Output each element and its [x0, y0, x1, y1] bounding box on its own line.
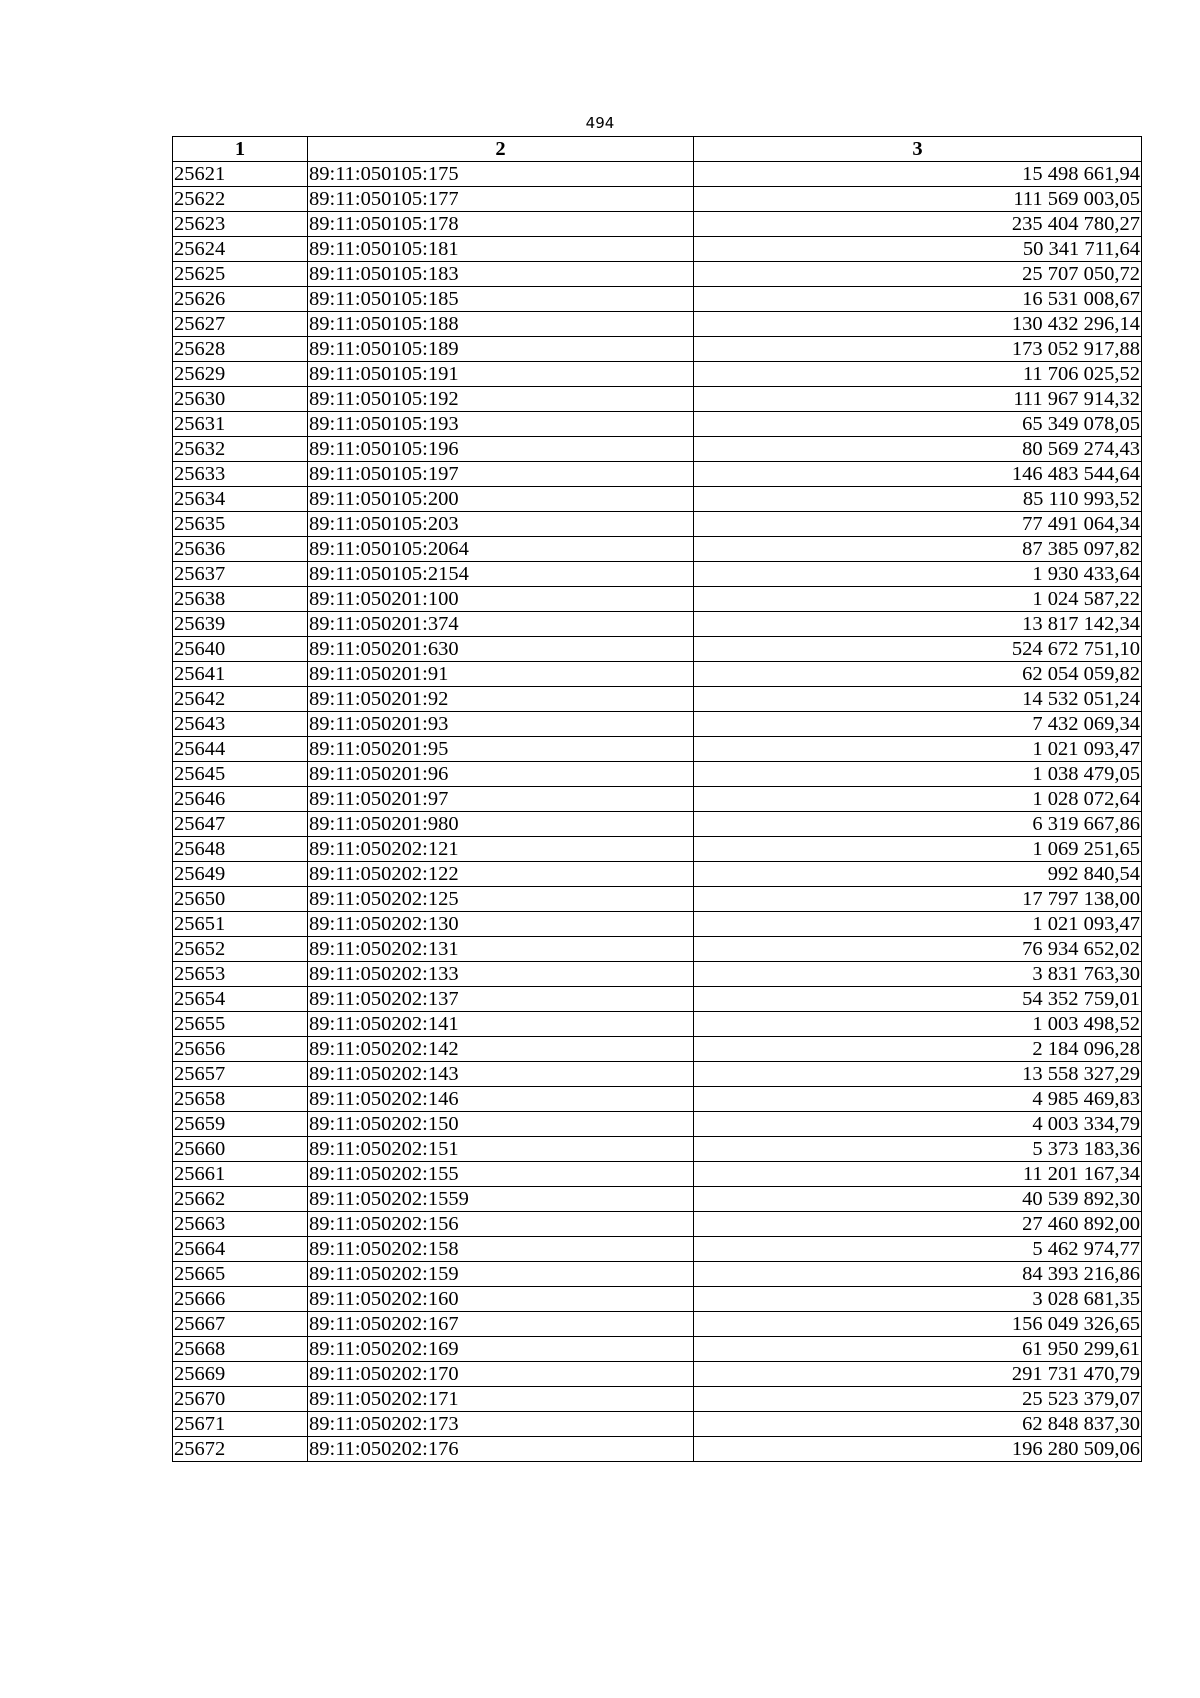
cadastral-value: 1 930 433,64 [694, 562, 1142, 587]
table-row [173, 562, 1142, 587]
cadastral-value: 111 967 914,32 [694, 387, 1142, 412]
row-number: 25624 [173, 237, 308, 262]
cadastral-number: 89:11:050201:92 [308, 687, 694, 712]
table-row [173, 262, 1142, 287]
row-number: 25663 [173, 1212, 308, 1237]
cadastral-value: 3 831 763,30 [694, 962, 1142, 987]
cadastral-number: 89:11:050105:203 [308, 512, 694, 537]
table-row [173, 787, 1142, 812]
cadastral-number: 89:11:050202:125 [308, 887, 694, 912]
cadastral-value: 50 341 711,64 [694, 237, 1142, 262]
cadastral-value: 7 432 069,34 [694, 712, 1142, 737]
row-number: 25630 [173, 387, 308, 412]
cadastral-value: 62 848 837,30 [694, 1412, 1142, 1437]
table-row [173, 762, 1142, 787]
cadastral-value: 16 531 008,67 [694, 287, 1142, 312]
cadastral-value: 87 385 097,82 [694, 537, 1142, 562]
table-row [173, 837, 1142, 862]
row-number: 25638 [173, 587, 308, 612]
row-number: 25652 [173, 937, 308, 962]
row-number: 25625 [173, 262, 308, 287]
cadastral-value: 146 483 544,64 [694, 462, 1142, 487]
row-number: 25651 [173, 912, 308, 937]
cadastral-number: 89:11:050202:1559 [308, 1187, 694, 1212]
cadastral-number: 89:11:050202:171 [308, 1387, 694, 1412]
cadastral-value: 54 352 759,01 [694, 987, 1142, 1012]
row-number: 25639 [173, 612, 308, 637]
cadastral-number: 89:11:050105:183 [308, 262, 694, 287]
table-row [173, 1212, 1142, 1237]
column-header-2: 2 [308, 137, 694, 162]
cadastral-value: 2 184 096,28 [694, 1037, 1142, 1062]
cadastral-number: 89:11:050105:197 [308, 462, 694, 487]
cadastral-value: 196 280 509,06 [694, 1437, 1142, 1462]
cadastral-number: 89:11:050202:133 [308, 962, 694, 987]
cadastral-value: 27 460 892,00 [694, 1212, 1142, 1237]
row-number: 25655 [173, 1012, 308, 1037]
row-number: 25626 [173, 287, 308, 312]
table-row [173, 187, 1142, 212]
row-number: 25653 [173, 962, 308, 987]
table-row [173, 362, 1142, 387]
cadastral-number: 89:11:050202:121 [308, 837, 694, 862]
row-number: 25654 [173, 987, 308, 1012]
cadastral-value: 156 049 326,65 [694, 1312, 1142, 1337]
row-number: 25645 [173, 762, 308, 787]
table-row [173, 387, 1142, 412]
cadastral-value: 992 840,54 [694, 862, 1142, 887]
page-number: 494 [585, 114, 615, 132]
table-row [173, 537, 1142, 562]
cadastral-number: 89:11:050201:97 [308, 787, 694, 812]
table-row [173, 1237, 1142, 1262]
cadastral-number: 89:11:050105:193 [308, 412, 694, 437]
cadastral-value: 1 038 479,05 [694, 762, 1142, 787]
row-number: 25657 [173, 1062, 308, 1087]
row-number: 25642 [173, 687, 308, 712]
cadastral-number: 89:11:050105:2154 [308, 562, 694, 587]
row-number: 25670 [173, 1387, 308, 1412]
cadastral-number: 89:11:050202:167 [308, 1312, 694, 1337]
table-row [173, 287, 1142, 312]
cadastral-value: 11 201 167,34 [694, 1162, 1142, 1187]
table-row [173, 687, 1142, 712]
row-number: 25650 [173, 887, 308, 912]
row-number: 25665 [173, 1262, 308, 1287]
row-number: 25647 [173, 812, 308, 837]
table-row [173, 1287, 1142, 1312]
cadastral-value: 3 028 681,35 [694, 1287, 1142, 1312]
table-row [173, 237, 1142, 262]
table-row [173, 737, 1142, 762]
cadastral-number: 89:11:050202:158 [308, 1237, 694, 1262]
row-number: 25636 [173, 537, 308, 562]
cadastral-value: 1 021 093,47 [694, 912, 1142, 937]
row-number: 25659 [173, 1112, 308, 1137]
table-row [173, 1312, 1142, 1337]
cadastral-value: 173 052 917,88 [694, 337, 1142, 362]
table-row [173, 212, 1142, 237]
cadastral-value: 291 731 470,79 [694, 1362, 1142, 1387]
table-row [173, 962, 1142, 987]
row-number: 25664 [173, 1237, 308, 1262]
cadastral-number: 89:11:050202:137 [308, 987, 694, 1012]
row-number: 25649 [173, 862, 308, 887]
cadastral-value: 1 069 251,65 [694, 837, 1142, 862]
row-number: 25627 [173, 312, 308, 337]
cadastral-number: 89:11:050105:196 [308, 437, 694, 462]
cadastral-number: 89:11:050202:170 [308, 1362, 694, 1387]
table-row [173, 1012, 1142, 1037]
row-number: 25643 [173, 712, 308, 737]
cadastral-value: 524 672 751,10 [694, 637, 1142, 662]
table-row [173, 412, 1142, 437]
row-number: 25634 [173, 487, 308, 512]
row-number: 25662 [173, 1187, 308, 1212]
cadastral-number: 89:11:050201:95 [308, 737, 694, 762]
cadastral-number: 89:11:050202:131 [308, 937, 694, 962]
cadastral-number: 89:11:050105:191 [308, 362, 694, 387]
cadastral-number: 89:11:050201:374 [308, 612, 694, 637]
table-row [173, 637, 1142, 662]
cadastral-value: 5 462 974,77 [694, 1237, 1142, 1262]
cadastral-value: 4 985 469,83 [694, 1087, 1142, 1112]
data-table [172, 136, 1142, 1462]
cadastral-number: 89:11:050105:200 [308, 487, 694, 512]
cadastral-number: 89:11:050202:155 [308, 1162, 694, 1187]
row-number: 25669 [173, 1362, 308, 1387]
cadastral-number: 89:11:050105:185 [308, 287, 694, 312]
table-row [173, 1412, 1142, 1437]
cadastral-number: 89:11:050201:91 [308, 662, 694, 687]
row-number: 25629 [173, 362, 308, 387]
cadastral-number: 89:11:050202:130 [308, 912, 694, 937]
cadastral-value: 25 523 379,07 [694, 1387, 1142, 1412]
table-row [173, 1187, 1142, 1212]
row-number: 25672 [173, 1437, 308, 1462]
cadastral-number: 89:11:050105:188 [308, 312, 694, 337]
cadastral-number: 89:11:050202:173 [308, 1412, 694, 1437]
table-row [173, 1137, 1142, 1162]
table-row [173, 1362, 1142, 1387]
cadastral-value: 130 432 296,14 [694, 312, 1142, 337]
cadastral-number: 89:11:050105:189 [308, 337, 694, 362]
table-row [173, 1037, 1142, 1062]
table-row [173, 1112, 1142, 1137]
cadastral-value: 61 950 299,61 [694, 1337, 1142, 1362]
row-number: 25632 [173, 437, 308, 462]
cadastral-number: 89:11:050202:142 [308, 1037, 694, 1062]
row-number: 25661 [173, 1162, 308, 1187]
table-row [173, 312, 1142, 337]
row-number: 25623 [173, 212, 308, 237]
table-row [173, 337, 1142, 362]
cadastral-value: 6 319 667,86 [694, 812, 1142, 837]
cadastral-value: 1 024 587,22 [694, 587, 1142, 612]
cadastral-number: 89:11:050201:980 [308, 812, 694, 837]
table-row [173, 462, 1142, 487]
row-number: 25656 [173, 1037, 308, 1062]
cadastral-number: 89:11:050105:178 [308, 212, 694, 237]
table-row [173, 487, 1142, 512]
table-row [173, 1087, 1142, 1112]
cadastral-value: 5 373 183,36 [694, 1137, 1142, 1162]
table-row [173, 1387, 1142, 1412]
cadastral-value: 40 539 892,30 [694, 1187, 1142, 1212]
row-number: 25621 [173, 162, 308, 187]
cadastral-number: 89:11:050201:96 [308, 762, 694, 787]
table-header-row [173, 137, 1142, 162]
cadastral-value: 13 558 327,29 [694, 1062, 1142, 1087]
table-row [173, 1437, 1142, 1462]
table-row [173, 712, 1142, 737]
cadastral-value: 15 498 661,94 [694, 162, 1142, 187]
table-row [173, 987, 1142, 1012]
table-row [173, 1062, 1142, 1087]
table-row [173, 937, 1142, 962]
column-header-1: 1 [173, 137, 308, 162]
cadastral-number: 89:11:050202:146 [308, 1087, 694, 1112]
table-row [173, 1162, 1142, 1187]
cadastral-value: 14 532 051,24 [694, 687, 1142, 712]
cadastral-number: 89:11:050105:2064 [308, 537, 694, 562]
cadastral-number: 89:11:050105:177 [308, 187, 694, 212]
table-row [173, 1337, 1142, 1362]
cadastral-number: 89:11:050202:169 [308, 1337, 694, 1362]
row-number: 25622 [173, 187, 308, 212]
row-number: 25648 [173, 837, 308, 862]
row-number: 25628 [173, 337, 308, 362]
table-row [173, 887, 1142, 912]
row-number: 25644 [173, 737, 308, 762]
cadastral-value: 62 054 059,82 [694, 662, 1142, 687]
cadastral-number: 89:11:050202:160 [308, 1287, 694, 1312]
row-number: 25658 [173, 1087, 308, 1112]
table-row [173, 812, 1142, 837]
cadastral-number: 89:11:050105:181 [308, 237, 694, 262]
cadastral-number: 89:11:050201:630 [308, 637, 694, 662]
table-row [173, 612, 1142, 637]
row-number: 25635 [173, 512, 308, 537]
cadastral-number: 89:11:050202:141 [308, 1012, 694, 1037]
row-number: 25631 [173, 412, 308, 437]
cadastral-value: 25 707 050,72 [694, 262, 1142, 287]
table-row [173, 162, 1142, 187]
table-row [173, 587, 1142, 612]
cadastral-value: 235 404 780,27 [694, 212, 1142, 237]
cadastral-number: 89:11:050201:93 [308, 712, 694, 737]
cadastral-number: 89:11:050202:156 [308, 1212, 694, 1237]
row-number: 25660 [173, 1137, 308, 1162]
cadastral-number: 89:11:050202:143 [308, 1062, 694, 1087]
cadastral-number: 89:11:050202:151 [308, 1137, 694, 1162]
cadastral-value: 65 349 078,05 [694, 412, 1142, 437]
row-number: 25666 [173, 1287, 308, 1312]
row-number: 25667 [173, 1312, 308, 1337]
cadastral-value: 111 569 003,05 [694, 187, 1142, 212]
row-number: 25641 [173, 662, 308, 687]
cadastral-value: 77 491 064,34 [694, 512, 1142, 537]
row-number: 25633 [173, 462, 308, 487]
cadastral-value: 1 003 498,52 [694, 1012, 1142, 1037]
table-row [173, 662, 1142, 687]
cadastral-value: 76 934 652,02 [694, 937, 1142, 962]
cadastral-number: 89:11:050105:192 [308, 387, 694, 412]
cadastral-value: 1 021 093,47 [694, 737, 1142, 762]
column-header-3: 3 [694, 137, 1142, 162]
row-number: 25637 [173, 562, 308, 587]
row-number: 25668 [173, 1337, 308, 1362]
cadastral-number: 89:11:050201:100 [308, 587, 694, 612]
cadastral-value: 80 569 274,43 [694, 437, 1142, 462]
cadastral-value: 4 003 334,79 [694, 1112, 1142, 1137]
cadastral-number: 89:11:050202:122 [308, 862, 694, 887]
table-row [173, 512, 1142, 537]
cadastral-value: 1 028 072,64 [694, 787, 1142, 812]
cadastral-number: 89:11:050202:176 [308, 1437, 694, 1462]
cadastral-value: 85 110 993,52 [694, 487, 1142, 512]
cadastral-value: 11 706 025,52 [694, 362, 1142, 387]
table-row [173, 1262, 1142, 1287]
cadastral-number: 89:11:050202:150 [308, 1112, 694, 1137]
cadastral-number: 89:11:050105:175 [308, 162, 694, 187]
table-row [173, 912, 1142, 937]
cadastral-number: 89:11:050202:159 [308, 1262, 694, 1287]
table-row [173, 862, 1142, 887]
row-number: 25671 [173, 1412, 308, 1437]
table-row [173, 437, 1142, 462]
row-number: 25646 [173, 787, 308, 812]
cadastral-value: 17 797 138,00 [694, 887, 1142, 912]
table-body [173, 162, 1142, 1462]
row-number: 25640 [173, 637, 308, 662]
cadastral-value: 84 393 216,86 [694, 1262, 1142, 1287]
cadastral-value: 13 817 142,34 [694, 612, 1142, 637]
